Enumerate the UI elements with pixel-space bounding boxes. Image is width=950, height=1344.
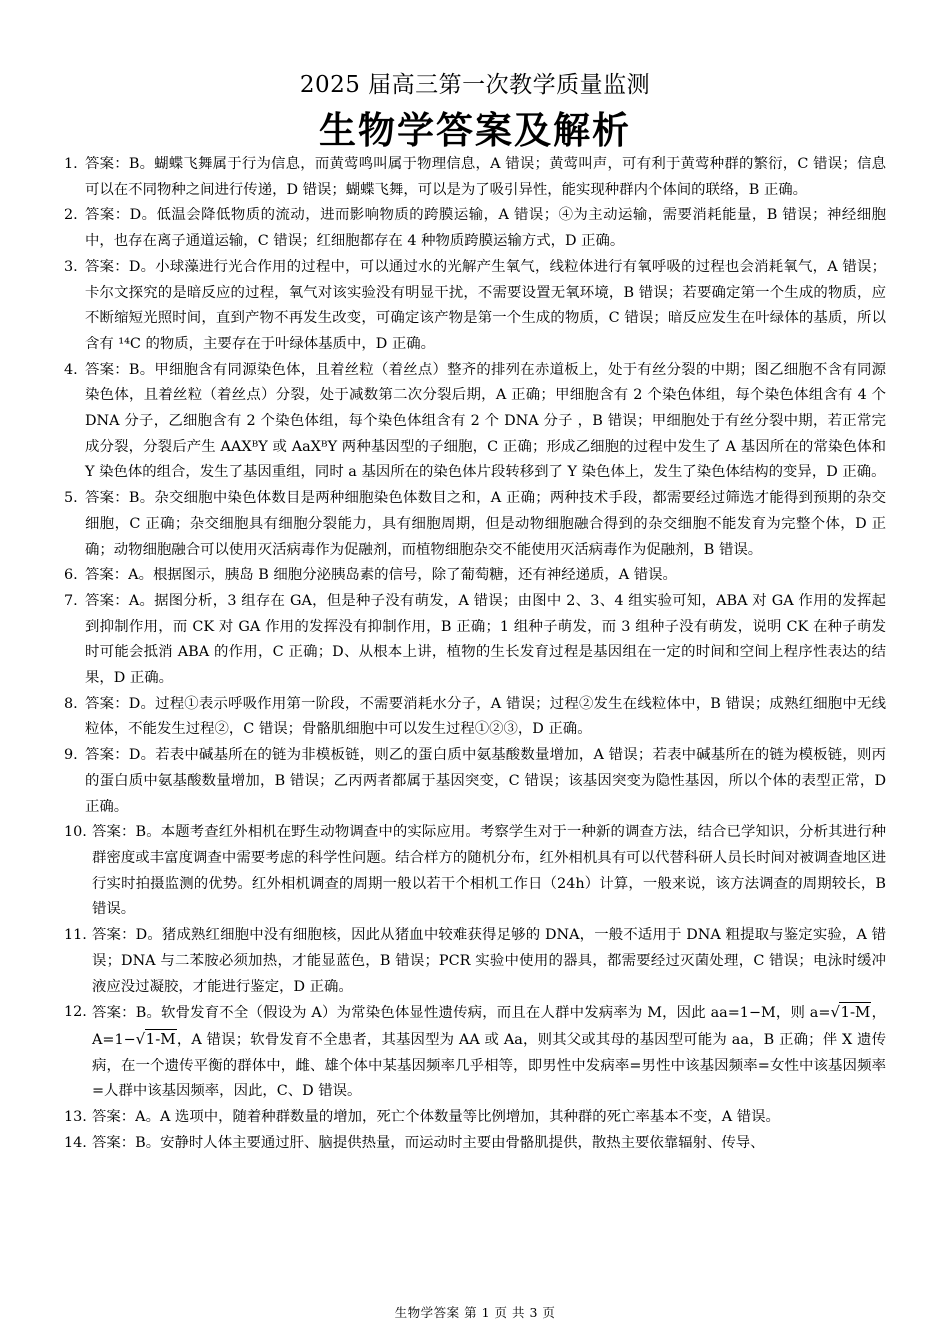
answer-text-part: ，A=1− <box>92 1005 886 1048</box>
answer-text-part: 答案：B。软骨发育不全（假设为 A）为常染色体显性遗传病，而且在人群中发病率为 M，因此 aa=1−M，则 a= <box>92 1005 831 1022</box>
answer-item-9 <box>64 743 886 820</box>
answer-text: 答案：A。A 选项中，随着种群数量的增加，死亡个体数量等比例增加，其种群的死亡率基本不变，A 错误。 <box>92 1109 780 1126</box>
answer-number: 2. <box>64 207 78 224</box>
answer-item-14 <box>64 1131 886 1157</box>
answer-number: 4. <box>64 361 78 378</box>
square-root-formula <box>830 1000 871 1026</box>
answer-item-1 <box>64 152 886 203</box>
answer-item-5 <box>64 486 886 563</box>
answer-text <box>92 1000 886 1105</box>
radical-sign: √ <box>830 1003 840 1022</box>
answer-item-12 <box>64 1000 886 1105</box>
document-title: 生物学答案及解析 <box>319 108 631 152</box>
answer-item-11 <box>64 923 886 1000</box>
radicand: 1-M <box>840 1003 871 1022</box>
answer-item-13 <box>64 1105 886 1131</box>
answer-text: 答案：D。过程①表示呼吸作用第一阶段，不需要消耗水分子，A 错误；过程②发生在线粒体中，B 错误；成熟红细胞中无线粒体，不能发生过程②，C 错误；骨骼肌细胞中可以发生过程①②③，D 正确。 <box>85 695 886 738</box>
answer-text: 答案：D。猪成熟红细胞中没有细胞核，因此从猪血中较难获得足够的 DNA，一般不适用于 DNA 粗提取与鉴定实验，A 错误；DNA 与二苯胺必须加热，才能显蓝色，B 错误；PCR 实验中使用的器具，都需要经过灭菌处理，C 错误；电泳时缓冲液应没过凝胶，才能进行鉴定，D 正确。 <box>92 927 886 995</box>
answer-number: 13. <box>64 1109 87 1126</box>
answer-text: 答案：B。蝴蝶飞舞属于行为信息，而黄莺鸣叫属于物理信息，A 错误；黄莺叫声，可有利于黄莺种群的繁衍，C 错误；信息可以在不同物种之间进行传递，D 错误；蝴蝶飞舞，可以是为了吸引异性，能实现种群内个体间的联络，B 正确。 <box>85 156 886 198</box>
answer-number: 11. <box>64 927 87 944</box>
answer-item-2 <box>64 203 886 254</box>
answer-item-8 <box>64 692 886 743</box>
answer-number: 8. <box>64 695 78 712</box>
answer-text: 答案：D。低温会降低物质的流动，进而影响物质的跨膜运输，A 错误；④为主动运输，需要消耗能量，B 错误；神经细胞中，也存在离子通道运输，C 错误；红细胞都存在 4 种物质跨膜运输方式，D 正确。 <box>85 207 886 250</box>
answer-text: 答案：B。安静时人体主要通过肝、脑提供热量，而运动时主要由骨骼肌提供，散热主要依靠辐射、传导、 <box>92 1134 765 1151</box>
answer-number: 5. <box>64 490 78 507</box>
answer-list <box>64 152 886 1156</box>
radicand: 1-M <box>145 1029 176 1048</box>
answer-number: 7. <box>64 592 78 609</box>
answer-text: 答案：D。若表中碱基所在的链为非模板链，则乙的蛋白质中氨基酸数量增加，A 错误；若表中碱基所在的链为模板链，则丙的蛋白质中氨基酸数量增加，B 错误；乙丙两者都属于基因突变，C 错误；该基因突变为隐性基因，所以个体的表型正常，D 正确。 <box>85 747 886 815</box>
answer-text-part: ，A 错误；软骨发育不全患者，其基因型为 AA 或 Aa，则其父或其母的基因型可能为 aa，B 正确；伴 X 遗传病，在一个遗传平衡的群体中，雌、雄个体中某基因频率几乎相等，即男性中发病率=男性中该基因频率=女性中该基因频率=人群中该基因频率，因此，C、D 错误。 <box>92 1031 886 1100</box>
exam-title: 2025 届高三第一次教学质量监测 <box>299 72 651 98</box>
answer-number: 1. <box>64 156 78 172</box>
answer-item-7 <box>64 589 886 692</box>
answer-item-3 <box>64 255 886 358</box>
answer-item-6 <box>64 563 886 589</box>
answer-number: 10. <box>64 824 87 841</box>
answer-text: 答案：B。甲细胞含有同源染色体，且着丝粒（着丝点）整齐的排列在赤道板上，处于有丝分裂的中期；图乙细胞不含有同源染色体，且着丝粒（着丝点）分裂，处于减数第二次分裂后期，A 正确；甲细胞含有 2 个染色体组，每个染色体组含有 4 个 DNA 分子，乙细胞含有 2 个染色体组，每个染色体组含有 2 个 DNA 分子 ，B 错误；甲细胞处于有丝分裂中期，若正常完成分裂，分裂后产生 AAXᴮY 或 AaXᴮY 两种基因型的子细胞，C 正确；形成乙细胞的过程中发生了 A 基因所在的常染色体和 Y 染色体的组合，发生了基因重组，同时 a 基因所在的染色体片段转移到了 Y 染色体上，发生了染色体结构的变异，D 正确。 <box>85 361 886 481</box>
page-footer: 生物学答案 第 1 页 共 3 页 <box>394 1305 556 1320</box>
answer-number: 6. <box>64 567 78 584</box>
answer-text: 答案：A。据图分析，3 组存在 GA，但是种子没有萌发，A 错误；由图中 2、3、4 组实验可知，ABA 对 GA 作用的发挥起到抑制作用，而 CK 对 GA 作用的发挥没有抑制作用，B 正确；1 组种子萌发，而 3 组种子没有萌发，说明 CK 在种子萌发时可能会抵消 ABA 的作用，C 正确；D、从根本上讲，植物的生长发育过程是基因组在一定的时间和空间上程序性表达的结果，D 正确。 <box>85 592 886 687</box>
answer-text: 答案：A。根据图示，胰岛 B 细胞分泌胰岛素的信号，除了葡萄糖，还有神经递质，A 错误。 <box>85 567 677 584</box>
answer-number: 12. <box>64 1004 87 1021</box>
answer-text: 答案：B。杂交细胞中染色体数目是两种细胞染色体数目之和，A 正确；两种技术手段，都需要经过筛选才能得到预期的杂交细胞，C 正确；杂交细胞具有细胞分裂能力，具有细胞周期，但是动物细胞融合得到的杂交细胞不能发育为完整个体，D 正确；动物细胞融合可以使用灭活病毒作为促融剂，而植物细胞杂交不能使用灭活病毒作为促融剂，B 错误。 <box>85 490 886 558</box>
answer-number: 9. <box>64 747 78 764</box>
answer-item-10 <box>64 820 886 923</box>
answer-text: 答案：B。本题考查红外相机在野生动物调查中的实际应用。考察学生对于一种新的调查方法，结合已学知识，分析其进行种群密度或丰富度调查中需要考虑的科学性问题。结合样方的随机分布，红外相机具有可以代替科研人员长时间对被调查地区进行实时拍摄监测的优势。红外相机调查的周期一般以若干个相机工作日（24h）计算，一般来说，该方法调查的周期较长，B 错误。 <box>92 824 886 918</box>
answer-text: 答案：D。小球藻进行光合作用的过程中，可以通过水的光解产生氧气，线粒体进行有氧呼吸的过程也会消耗氧气，A 错误；卡尔文探究的是暗反应的过程，氧气对该实验没有明显干扰，不需要设置无氧环境，B 错误；若要确定第一个生成的物质，应不断缩短光照时间，直到产物不再发生改变，可确定该产物是第一个生成的物质，C 错误；暗反应发生在叶绿体的基质，所以含有 ¹⁴C 的物质，主要存在于叶绿体基质中，D 正确。 <box>85 258 886 352</box>
radical-sign: √ <box>135 1029 146 1048</box>
square-root-formula <box>136 1027 177 1053</box>
answer-number: 3. <box>64 258 78 275</box>
answer-number: 14. <box>64 1134 87 1151</box>
answer-item-4 <box>64 358 886 487</box>
